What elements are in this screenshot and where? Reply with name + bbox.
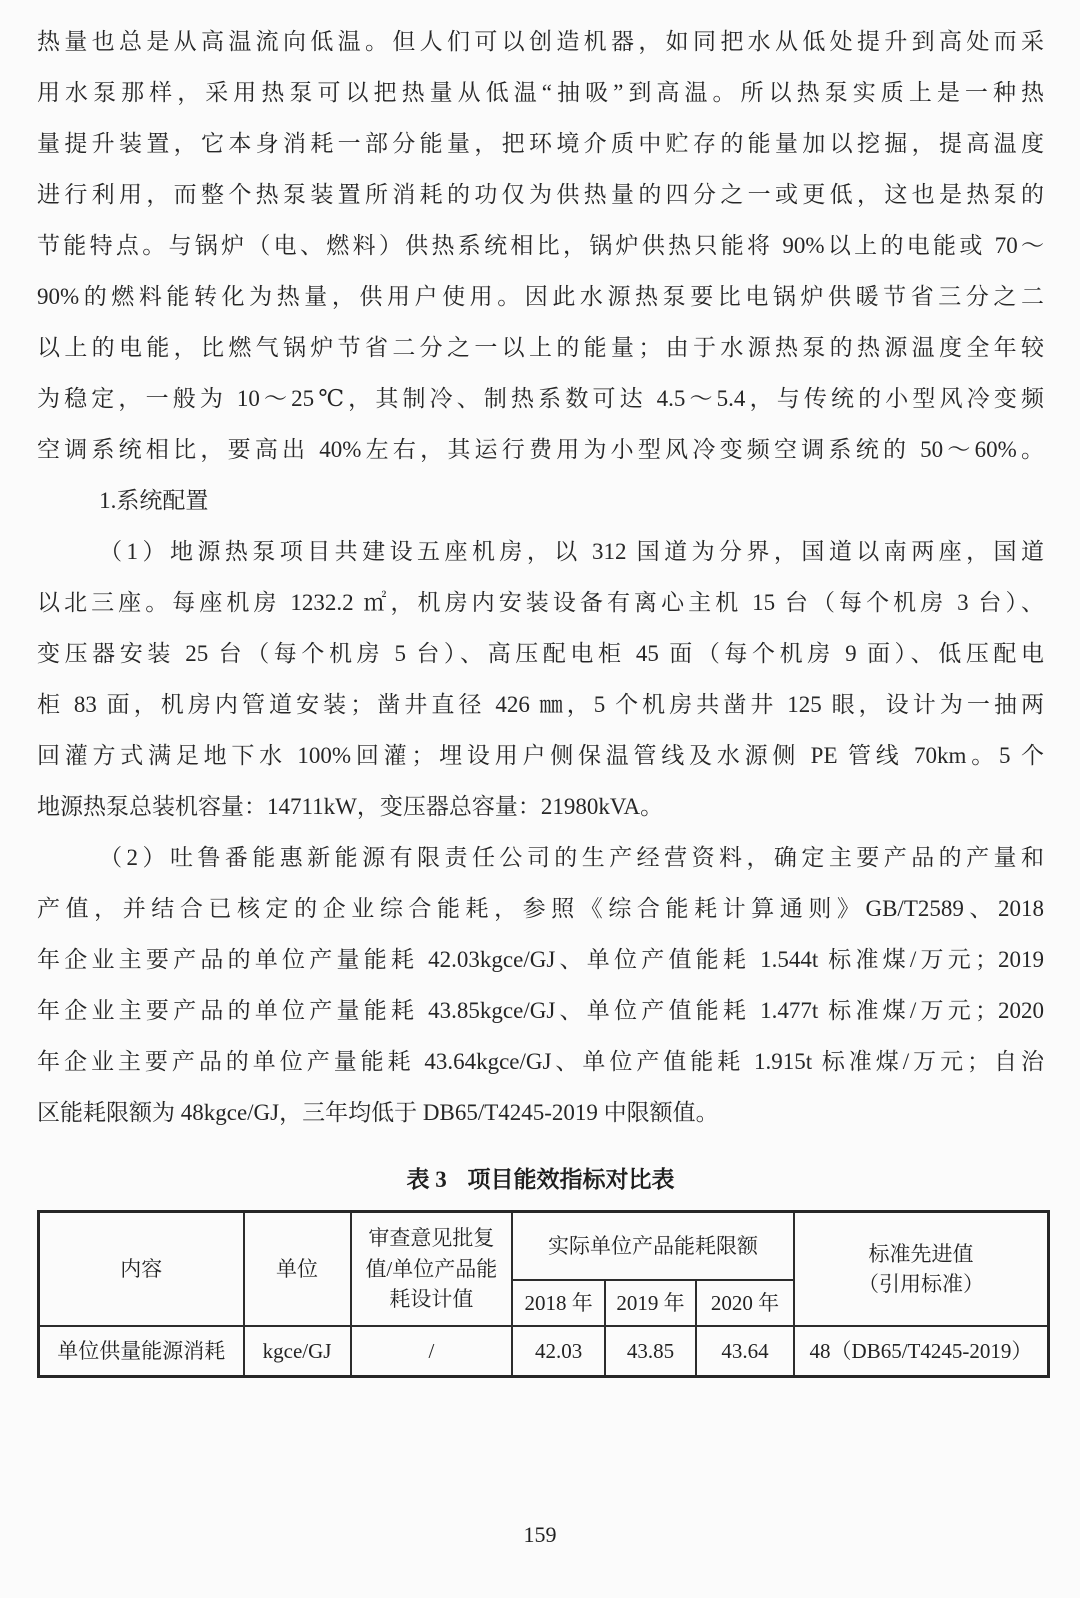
- paragraph-line: 以上的电能，比燃气锅炉节省二分之一以上的能量；由于水源热泵的热源温度全年较: [37, 335, 1044, 360]
- paragraph-line: 年企业主要产品的单位产量能耗 43.64kgce/GJ、单位产值能耗 1.915t 标准煤/万元；自治: [37, 1049, 1044, 1074]
- paragraph-line: （1）地源热泵项目共建设五座机房，以 312 国道为分界，国道以南两座，国道: [99, 539, 1044, 564]
- paragraph-line: 空调系统相比，要高出 40%左右，其运行费用为小型风冷变频空调系统的 50～60%。: [37, 437, 1044, 462]
- page-number: 159: [523, 1522, 557, 1547]
- energy-efficiency-table: [37, 1210, 1050, 1378]
- col-header-2019: 2019 年: [605, 1280, 696, 1326]
- table-caption-label: 表 3: [406, 1167, 447, 1192]
- cell-review-value: /: [351, 1326, 513, 1377]
- paragraph-line: 进行利用，而整个热泵装置所消耗的功仅为供热量的四分之一或更低，这也是热泵的: [37, 182, 1044, 207]
- paragraph-line: 年企业主要产品的单位产量能耗 43.85kgce/GJ、单位产值能耗 1.477t 标准煤/万元；2020: [37, 998, 1044, 1023]
- paragraph-line: 区能耗限额为 48kgce/GJ，三年均低于 DB65/T4245-2019 中限额值。: [37, 1100, 719, 1125]
- paragraph-line: 柜 83 面，机房内管道安装；凿井直径 426 ㎜，5 个机房共凿井 125 眼，设计为一抽两: [37, 692, 1044, 717]
- cell-standard-value: 48（DB65/T4245-2019）: [794, 1326, 1049, 1377]
- paragraph-line: 地源热泵总装机容量：14711kW，变压器总容量：21980kVA。: [37, 794, 664, 819]
- paragraph-line: 变压器安装 25 台（每个机房 5 台）、高压配电柜 45 面（每个机房 9 面）、低压配电: [37, 641, 1044, 666]
- col-header-content: 内容: [39, 1212, 244, 1327]
- table-caption-text: 项目能效指标对比表: [467, 1167, 675, 1192]
- paragraph-line: 年企业主要产品的单位产量能耗 42.03kgce/GJ、单位产值能耗 1.544t 标准煤/万元；2019: [37, 947, 1044, 972]
- paragraph-line: 90%的燃料能转化为热量，供用户使用。因此水源热泵要比电锅炉供暖节省三分之二: [37, 284, 1044, 309]
- paragraph-line: 节能特点。与锅炉（电、燃料）供热系统相比，锅炉供热只能将 90%以上的电能或 70～: [37, 233, 1044, 258]
- col-header-standard: [794, 1212, 1049, 1327]
- paragraph-line: （2）吐鲁番能惠新能源有限责任公司的生产经营资料，确定主要产品的产量和: [99, 845, 1044, 870]
- paragraph-line: 以北三座。每座机房 1232.2 ㎡，机房内安装设备有离心主机 15 台（每个机房 3 台）、: [37, 590, 1044, 615]
- paragraph-line: 量提升装置，它本身消耗一部分能量，把环境介质中贮存的能量加以挖掘，提高温度: [37, 131, 1044, 156]
- body-text: [37, 16, 1044, 1138]
- cell-2020-value: 43.64: [696, 1326, 794, 1377]
- section-heading: 1.系统配置: [99, 488, 209, 513]
- col-header-2020: 2020 年: [696, 1280, 794, 1326]
- cell-content: 单位供量能源消耗: [39, 1326, 244, 1377]
- col-header-actual-limit: 实际单位产品能耗限额: [512, 1212, 794, 1281]
- col-header-2018: 2018 年: [512, 1280, 605, 1326]
- cell-2019-value: 43.85: [605, 1326, 696, 1377]
- paragraph-line: 为稳定，一般为 10～25℃，其制冷、制热系数可达 4.5～5.4，与传统的小型风冷变频: [37, 386, 1044, 411]
- col-header-unit: 单位: [244, 1212, 351, 1327]
- paragraph-line: 产值，并结合已核定的企业综合能耗，参照《综合能耗计算通则》GB/T2589、2018: [37, 896, 1044, 921]
- paragraph-line: 热量也总是从高温流向低温。但人们可以创造机器，如同把水从低处提升到高处而采: [37, 29, 1044, 54]
- table-row: [39, 1326, 1049, 1377]
- col-header-review-value: 审查意见批复值/单位产品能耗设计值: [351, 1212, 513, 1327]
- standard-header-line1: 标准先进值: [868, 1241, 974, 1266]
- cell-2018-value: 42.03: [512, 1326, 605, 1377]
- paragraph-line: 回灌方式满足地下水 100%回灌；埋设用户侧保温管线及水源侧 PE 管线 70km。5 个: [37, 743, 1044, 768]
- table-caption: [37, 1160, 1044, 1200]
- paragraph-line: 用水泵那样，采用热泵可以把热量从低温“抽吸”到高温。所以热泵实质上是一种热: [37, 80, 1044, 105]
- table-header-row-1: [39, 1212, 1049, 1281]
- standard-header-line2: （引用标准）: [857, 1272, 984, 1296]
- cell-unit: kgce/GJ: [244, 1326, 351, 1377]
